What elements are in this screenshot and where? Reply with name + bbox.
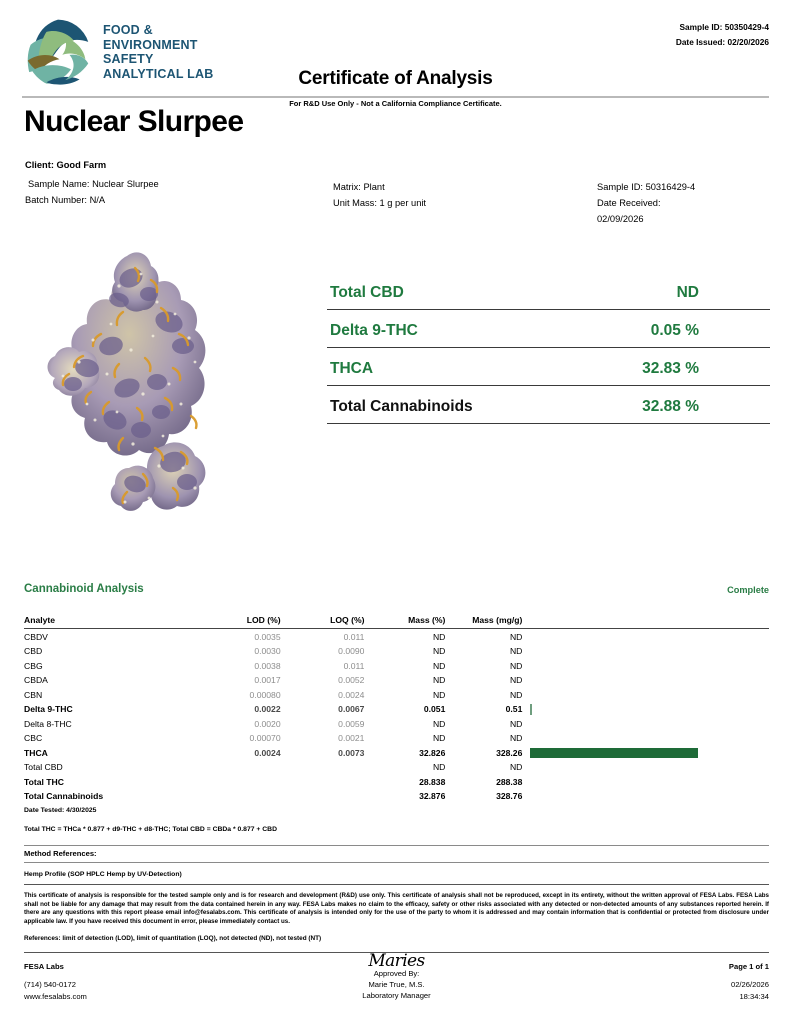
- cell-bar: [522, 731, 769, 746]
- cell-bar: [522, 774, 769, 789]
- summary-value: 0.05 %: [650, 322, 699, 339]
- cell-mass-pct: 32.826: [419, 747, 446, 758]
- table-header: [24, 615, 769, 629]
- certificate-title: Certificate of Analysis: [298, 68, 493, 89]
- table-row: [24, 731, 769, 746]
- cell-analyte: Delta 8-THC: [24, 718, 72, 729]
- cell-bar: [522, 789, 769, 804]
- cell-mass-pct: ND: [432, 631, 446, 642]
- method-reference-item: Hemp Profile (SOP HPLC Hemp by UV-Detection): [24, 871, 182, 878]
- column-header-analyte: Analyte: [24, 615, 56, 625]
- cell-mass-mgg: ND: [509, 689, 523, 700]
- cell-bar: [522, 716, 769, 731]
- value-bar: [530, 704, 532, 715]
- sample-info-column-right: [597, 179, 695, 227]
- cell-bar: [522, 644, 769, 659]
- header-divider: [22, 96, 769, 98]
- document-footer: [24, 952, 769, 1021]
- summary-label: Total Cannabinoids: [330, 398, 473, 415]
- logo-line-2: ENVIRONMENT: [103, 37, 198, 52]
- date-received-label: Date Received:: [597, 198, 661, 208]
- cell-mass-pct: ND: [432, 675, 446, 685]
- cell-loq: 0.0059: [338, 718, 365, 729]
- cell-loq: [281, 774, 365, 789]
- summary-label: Delta 9-THC: [330, 322, 418, 339]
- footer-phone: (714) 540-0172: [24, 980, 76, 989]
- cannabinoid-table: [24, 615, 769, 803]
- approver-title: Laboratory Manager: [362, 991, 431, 1000]
- header-sample-id: Sample ID: 50350429-4: [679, 22, 769, 32]
- cell-lod: 0.0035: [254, 631, 281, 642]
- column-header-lod: LOD (%): [246, 615, 281, 625]
- sample-id: Sample ID: 50316429-4: [597, 182, 696, 192]
- cell-bar: [522, 760, 769, 775]
- summary-label: Total CBD: [330, 284, 404, 301]
- cell-bar: [522, 702, 769, 717]
- header-date-issued: Date Issued: 02/20/2026: [675, 37, 769, 47]
- logo-line-1: FOOD &: [103, 23, 153, 37]
- date-received-value: 02/09/2026: [597, 214, 644, 224]
- cell-mass-mgg: 328.26: [496, 747, 523, 758]
- cell-mass-mgg: ND: [509, 762, 523, 773]
- cell-lod: 0.0030: [254, 646, 281, 656]
- footer-date: 02/26/2026: [730, 980, 769, 989]
- approved-by-label: Approved By:: [373, 969, 420, 978]
- client-name: Client: Good Farm: [25, 160, 107, 170]
- cell-bar: [522, 673, 769, 688]
- cell-mass-pct: ND: [432, 660, 446, 671]
- cell-bar: [522, 745, 769, 760]
- results-summary-panel: [327, 272, 770, 424]
- cell-mass-pct: ND: [432, 646, 446, 656]
- table-body: [24, 629, 769, 804]
- page-number: Page 1 of 1: [728, 962, 769, 971]
- cell-mass-mgg: 328.76: [496, 791, 523, 802]
- cell-mass-pct: ND: [432, 733, 446, 744]
- notes-block: [24, 806, 769, 880]
- cell-analyte: THCA: [24, 747, 48, 758]
- cell-loq: 0.0067: [338, 704, 365, 715]
- cell-bar: [522, 629, 769, 644]
- table-row: [24, 789, 769, 804]
- cell-analyte: Total THC: [24, 776, 64, 787]
- cell-loq: 0.0024: [338, 689, 365, 700]
- cell-analyte: Delta 9-THC: [24, 704, 73, 715]
- summary-value: 32.88 %: [642, 398, 699, 415]
- cell-loq: 0.0052: [338, 675, 365, 685]
- cell-loq: [281, 789, 365, 804]
- value-bar: [530, 748, 698, 758]
- signature-image: Maries: [368, 951, 425, 971]
- cell-lod: [202, 789, 281, 804]
- page-title: Nuclear Slurpee: [24, 105, 244, 138]
- cell-mass-pct: ND: [432, 762, 446, 773]
- table-row: [24, 629, 769, 644]
- cell-mass-mgg: 0.51: [505, 704, 523, 715]
- table-row: [24, 760, 769, 775]
- cell-lod: 0.0024: [254, 747, 281, 758]
- column-header-bar: [522, 615, 769, 629]
- cell-lod: 0.00080: [249, 689, 281, 700]
- sample-info-column-middle: [333, 179, 426, 211]
- cell-loq: 0.011: [343, 660, 365, 671]
- approver-name: Marie True, M.S.: [368, 980, 425, 989]
- cell-bar: [522, 658, 769, 673]
- header-sample-meta: [676, 20, 769, 50]
- cell-loq: 0.0090: [338, 646, 365, 656]
- summary-label: THCA: [330, 360, 374, 377]
- cell-mass-mgg: ND: [509, 675, 523, 685]
- cell-analyte: CBN: [24, 689, 43, 700]
- cell-analyte: Total CBD: [24, 762, 63, 773]
- cell-mass-pct: 0.051: [423, 704, 446, 715]
- disclaimer-block: [24, 884, 769, 942]
- cell-loq: [281, 760, 365, 775]
- footer-page-info: [729, 961, 769, 1003]
- cell-lod: 0.0020: [254, 718, 281, 729]
- cell-lod: 0.0022: [254, 704, 281, 715]
- product-image: [23, 216, 273, 564]
- summary-value: 32.83 %: [642, 360, 699, 377]
- table-row: [24, 658, 769, 673]
- sample-name: Sample Name: Nuclear Slurpee: [28, 179, 159, 189]
- table-row: [24, 702, 769, 717]
- sample-info-column-left: [25, 157, 159, 208]
- cell-mass-mgg: 288.38: [496, 776, 523, 787]
- cell-analyte: CBDV: [24, 631, 48, 642]
- table-row: [24, 716, 769, 731]
- footer-lab-name: FESA Labs: [24, 962, 64, 971]
- cell-mass-pct: 28.838: [419, 776, 446, 787]
- document-header: [0, 0, 791, 108]
- logo-line-3: SAFETY: [103, 52, 154, 66]
- cell-mass-pct: ND: [432, 718, 446, 729]
- cell-mass-mgg: ND: [509, 733, 523, 744]
- cell-mass-pct: ND: [432, 689, 446, 700]
- logo-line-4: ANALYTICAL LAB: [103, 66, 214, 81]
- cell-lod: 0.00070: [249, 733, 281, 744]
- table-row: [24, 745, 769, 760]
- matrix: Matrix: Plant: [333, 182, 385, 192]
- table-row: [24, 774, 769, 789]
- cell-mass-mgg: ND: [509, 646, 523, 656]
- footer-website[interactable]: www.fesalabs.com: [24, 992, 87, 1001]
- cell-lod: 0.0017: [254, 675, 281, 685]
- cell-analyte: Total Cannabinoids: [24, 791, 104, 802]
- summary-value: ND: [676, 284, 699, 301]
- status-badge: Complete: [727, 585, 769, 595]
- cell-analyte: CBD: [24, 646, 43, 656]
- calculation-formula: Total THC = THCa * 0.877 + d9-THC + d8-THC; Total CBD = CBDa * 0.877 + CBD: [24, 826, 277, 833]
- method-references-heading: Method References:: [24, 845, 769, 863]
- table-row: [24, 644, 769, 659]
- column-header-mass-mgg: Mass (mg/g): [472, 615, 523, 625]
- footer-time: 18:34:34: [739, 992, 769, 1001]
- batch-number: Batch Number: N/A: [25, 195, 106, 205]
- cell-mass-pct: 32.876: [419, 791, 446, 802]
- cell-analyte: CBDA: [24, 675, 48, 685]
- cell-mass-mgg: ND: [509, 631, 523, 642]
- cell-bar: [522, 687, 769, 702]
- unit-mass: Unit Mass: 1 g per unit: [333, 198, 427, 208]
- cell-mass-mgg: ND: [509, 660, 523, 671]
- cannabinoid-section-title: Cannabinoid Analysis: [24, 583, 144, 595]
- cell-analyte: CBG: [24, 660, 43, 671]
- cell-lod: [202, 774, 281, 789]
- cell-loq: 0.0021: [338, 733, 365, 744]
- cell-analyte: CBC: [24, 733, 43, 744]
- summary-row: [327, 348, 770, 386]
- table-row: [24, 687, 769, 702]
- column-header-mass-pct: Mass (%): [408, 615, 446, 625]
- cannabis-flower-illustration: [23, 216, 273, 564]
- column-header-loq: LOQ (%): [330, 615, 365, 625]
- cell-lod: 0.0038: [254, 660, 281, 671]
- cell-lod: [202, 760, 281, 775]
- footer-approval: [24, 951, 769, 1001]
- references-text: References: limit of detection (LOD), limit of quantitation (LOQ), not detected (ND), not tested (NT): [24, 935, 322, 943]
- summary-row: [327, 272, 770, 310]
- cell-loq: 0.0073: [338, 747, 365, 758]
- cell-loq: 0.011: [343, 631, 365, 642]
- summary-row: [327, 310, 770, 348]
- disclaimer-text: This certificate of analysis is responsible for the tested sample only and is for research and development (R&D) use only. This certificate of analysis shall not be reproduced, except in its entirety, without the written approval of FESA Labs. FESA Labs shall not be liable for any damage that may result from the data contained herein in any way. FESA Labs makes no claim to the efficacy, safety or other risks associated with any detected or non-detected amounts of any substances reported herein. If there are any questions with this report please email info@fesalabs.com. This certificate of analysis is intended only for the use of the party to whom it is addressed and may contain information that is confidential or protected from disclosure under applicable law. If you have received this document in error, please immediately contact us.: [24, 892, 769, 925]
- cell-mass-mgg: ND: [509, 718, 523, 729]
- certificate-subtitle: For R&D Use Only - Not a California Compliance Certificate.: [289, 99, 502, 108]
- summary-row-total: [327, 386, 770, 424]
- table-row: [24, 673, 769, 688]
- date-tested: Date Tested: 4/30/2025: [24, 807, 97, 814]
